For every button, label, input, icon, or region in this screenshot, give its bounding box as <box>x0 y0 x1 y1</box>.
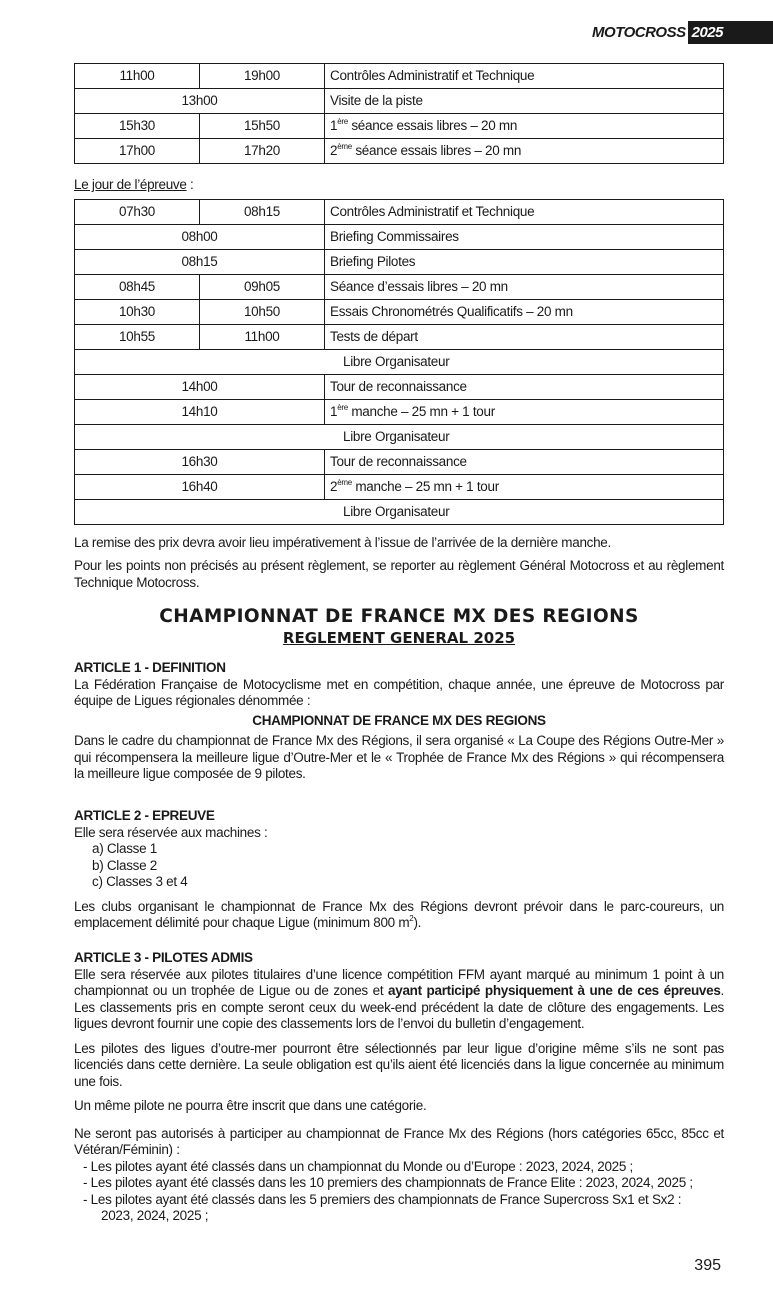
activity: Briefing Pilotes <box>325 250 724 275</box>
table-row <box>75 425 724 450</box>
activity: Tour de reconnaissance <box>325 375 724 400</box>
schedule-table-day <box>74 199 724 525</box>
activity-label: séance essais libres – 20 mn <box>347 118 518 133</box>
day-label-text: Le jour de l’épreuve <box>74 177 187 192</box>
ordinal: 1 <box>330 118 338 133</box>
time: 08h15 <box>75 250 325 275</box>
activity: Séance d’essais libres – 20 mn <box>325 275 724 300</box>
list-item: - Les pilotes ayant été classés dans un championnat du Monde ou d’Europe : 2023, 2024, 2025 ; <box>83 1158 633 1174</box>
article-2-intro: Elle sera réservée aux machines : <box>74 824 268 840</box>
activity-label: manche – 25 mn + 1 tour <box>347 404 495 419</box>
article-1-center: CHAMPIONNAT DE FRANCE MX DES REGIONS <box>252 712 546 728</box>
free-slot: Libre Organisateur <box>75 425 724 450</box>
article-3-p1-a: Elle sera réservée aux pilotes titulaires d’une licence compétition FFM ayant marqué au minimum 1 point à un championnat ou un trophée de Ligue ou de zones et <box>74 966 724 998</box>
article-2-paragraph <box>74 899 724 932</box>
article-3-p1-b: . Les classements pris en compte seront ceux du week-end précédent la date de clôture des engagements. Les ligues devront fournir une copie des classements lors de l’envoi du bulletin d’engagement. <box>74 983 724 1031</box>
article-3-p4: Ne seront pas autorisés à participer au championnat de France Mx des Régions (hors catégories 65cc, 85cc et Vétéran/Féminin) : <box>74 1125 724 1157</box>
time: 08h00 <box>75 225 325 250</box>
activity: Contrôles Administratif et Technique <box>325 200 724 225</box>
page-number: 395 <box>694 1257 721 1274</box>
activity-label: manche – 25 mn + 1 tour <box>351 479 499 494</box>
article-1 <box>74 660 724 783</box>
ordinal: 2 <box>330 143 338 158</box>
schedule-table-top <box>74 63 724 164</box>
activity: Essais Chronométrés Qualificatifs – 20 mn <box>325 300 724 325</box>
table-row <box>75 350 724 375</box>
table-row <box>75 200 724 225</box>
header-brand: MOTOCROSS <box>592 24 686 41</box>
list-item: a) Classe 1 <box>92 841 157 856</box>
list-item: c) Classes 3 et 4 <box>92 874 188 889</box>
article-3 <box>74 950 724 1225</box>
time-start: 10h55 <box>75 325 200 350</box>
page-subtitle: REGLEMENT GENERAL 2025 <box>282 629 516 647</box>
ordinal-sup: ère <box>337 117 348 126</box>
table-row <box>75 139 724 164</box>
article-3-heading: ARTICLE 3 - PILOTES ADMIS <box>74 950 253 965</box>
table-row <box>75 64 724 89</box>
article-3-p3: Un même pilote ne pourra être inscrit que dans une catégorie. <box>74 1098 427 1113</box>
activity: Tour de reconnaissance <box>325 450 724 475</box>
activity: Tests de départ <box>325 325 724 350</box>
article-2-heading: ARTICLE 2 - EPREUVE <box>74 808 215 823</box>
ordinal: 1 <box>330 404 338 419</box>
activity <box>325 400 724 425</box>
article-3-p1 <box>74 967 724 1033</box>
table-row <box>75 114 724 139</box>
article-3-p2: Les pilotes des ligues d’outre-mer pourront être sélectionnés par leur ligue d’origine même s’ils ne sont pas licenciés dans cette dernière. La seule obligation est qu’ils aient été licenciés dans la ligue concernée au minimum une fois. <box>74 1040 724 1089</box>
table-row <box>75 250 724 275</box>
time-end: 15h50 <box>200 114 325 139</box>
activity <box>325 475 724 500</box>
day-label-suffix: : <box>186 177 194 192</box>
activity-label: séance essais libres – 20 mn <box>351 143 522 158</box>
time-end: 11h00 <box>200 325 325 350</box>
article-2-p-sup: 2 <box>409 914 414 923</box>
time-end: 09h05 <box>200 275 325 300</box>
free-slot: Libre Organisateur <box>75 350 724 375</box>
table-row <box>75 400 724 425</box>
time-start: 17h00 <box>75 139 200 164</box>
table-row <box>75 225 724 250</box>
article-2 <box>74 808 724 932</box>
time-start: 15h30 <box>75 114 200 139</box>
time-end: 10h50 <box>200 300 325 325</box>
ordinal-sup: ère <box>337 403 348 412</box>
points-paragraph: Pour les points non précisés au présent règlement, se reporter au règlement Général Motocross et au règlement Technique Motocross. <box>74 558 724 590</box>
time: 16h40 <box>75 475 325 500</box>
article-1-heading: ARTICLE 1 - DEFINITION <box>74 660 226 675</box>
prize-paragraph: La remise des prix devra avoir lieu impérativement à l’issue de l’arrivée de la dernière manche. <box>74 535 611 550</box>
header-year: 2025 <box>688 21 773 44</box>
time-start: 10h30 <box>75 300 200 325</box>
activity: Briefing Commissaires <box>325 225 724 250</box>
time: 14h00 <box>75 375 325 400</box>
free-slot: Libre Organisateur <box>75 500 724 525</box>
article-3-p1-bold: ayant participé physiquement à une de ces épreuves <box>388 983 721 998</box>
list-item: - Les pilotes ayant été classés dans les 10 premiers des championnats de France Elite : 2023, 2024, 2025 ; <box>83 1175 693 1190</box>
page-title: CHAMPIONNAT DE FRANCE MX DES REGIONS <box>159 606 639 627</box>
time-end: 08h15 <box>200 200 325 225</box>
activity <box>325 139 724 164</box>
table-row <box>75 375 724 400</box>
table-row <box>75 300 724 325</box>
time-end: 17h20 <box>200 139 325 164</box>
time-start: 07h30 <box>75 200 200 225</box>
time-end: 19h00 <box>200 64 325 89</box>
day-label <box>74 177 724 194</box>
ordinal-sup: ème <box>337 142 352 151</box>
time: 16h30 <box>75 450 325 475</box>
table-row <box>75 89 724 114</box>
table-row <box>75 275 724 300</box>
article-1-p1: La Fédération Française de Motocyclisme met en compétition, chaque année, une épreuve de Motocross par équipe de Ligues régionales dénommée : <box>74 676 724 708</box>
header-tag <box>592 21 773 44</box>
activity <box>325 114 724 139</box>
table-row <box>75 475 724 500</box>
table-row <box>75 325 724 350</box>
list-item: b) Classe 2 <box>92 857 157 873</box>
ordinal: 2 <box>330 479 338 494</box>
table-row <box>75 450 724 475</box>
list-item-continuation: 2023, 2024, 2025 ; <box>101 1208 209 1223</box>
time-start: 11h00 <box>75 64 200 89</box>
time: 14h10 <box>75 400 325 425</box>
activity: Contrôles Administratif et Technique <box>325 64 724 89</box>
ordinal-sup: ème <box>337 478 352 487</box>
article-1-p2: Dans le cadre du championnat de France Mx des Régions, il sera organisé « La Coupe des Régions Outre-Mer » qui récompensera la meilleure ligue d’Outre-Mer et le « Trophée de France Mx des Régions » qui récompensera la meilleure ligue composée de 9 pilotes. <box>74 733 724 781</box>
table-row <box>75 500 724 525</box>
list-item: - Les pilotes ayant été classés dans les 5 premiers des championnats de France Supercross Sx1 et Sx2 : <box>83 1191 682 1207</box>
time-start: 08h45 <box>75 275 200 300</box>
time: 13h00 <box>75 89 325 114</box>
article-2-p-before: Les clubs organisant le championnat de France Mx des Régions devront prévoir dans le parc-coureurs, un emplacement délimité pour chaque Ligue (minimum 800 m <box>74 898 724 930</box>
article-2-p-after: ). <box>413 915 422 930</box>
activity: Visite de la piste <box>325 89 724 114</box>
